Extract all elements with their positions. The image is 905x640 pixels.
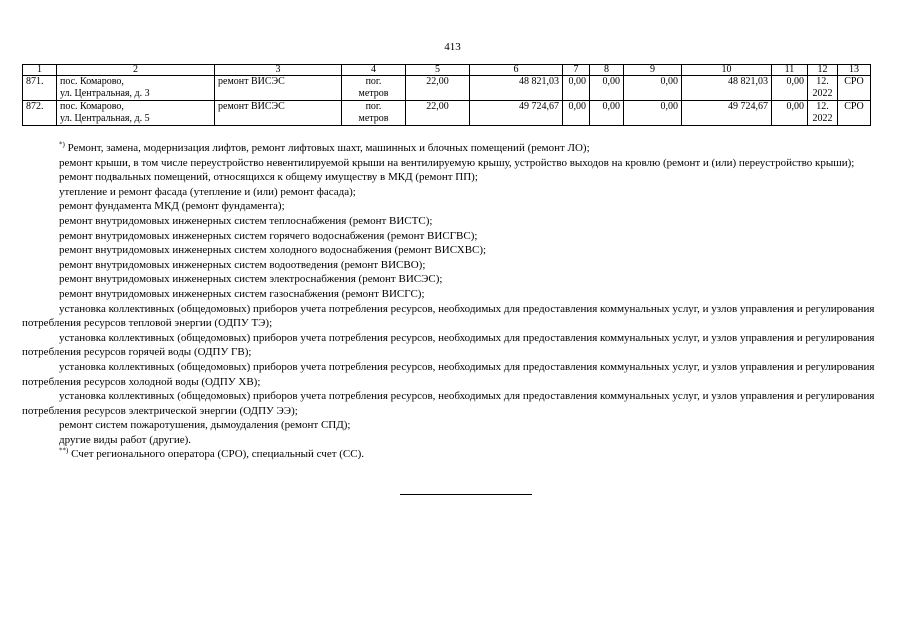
unit-line: пог. (365, 101, 382, 112)
column-header: 4 (342, 65, 406, 76)
column-header: 11 (772, 65, 808, 76)
date-line: 2022 (812, 88, 833, 99)
date-line: 12. (816, 101, 829, 112)
work-type-cell: ремонт ВИСЭС (215, 76, 342, 101)
column-header: 8 (590, 65, 624, 76)
footnote-paragraph: ремонт внутридомовых инженерных систем газоснабжения (ремонт ВИСГС); (59, 287, 425, 300)
footnote-paragraph: ремонт фундамента МКД (ремонт фундамента); (59, 200, 285, 213)
footnote-paragraph: ремонт внутридомовых инженерных систем теплоснабжения (ремонт ВИСТС); (59, 214, 433, 227)
footnote-paragraph: **) Счет регионального оператора (СРО), специальный счет (СС). (59, 446, 365, 461)
column-header: 10 (682, 65, 772, 76)
unit-cell (342, 76, 406, 101)
table-row (23, 101, 871, 126)
column-header: 5 (406, 65, 470, 76)
value-cell: 0,00 (590, 101, 624, 126)
cost-cell: 48 821,03 (470, 76, 563, 101)
footnote-paragraph: ремонт внутридомовых инженерных систем холодного водоснабжения (ремонт ВИСХВС); (59, 244, 487, 257)
value-cell: 0,00 (563, 76, 590, 101)
row-number: 872. (23, 101, 57, 126)
address-line: пос. Комарово, (60, 101, 124, 112)
column-header: 2 (57, 65, 215, 76)
footnote-paragraph: установка коллективных (общедомовых) приборов учета потребления ресурсов, необходимых для предоставления коммунальных услуг, и узлов управления и регулирования потребления ресурсов горячей воды (ОДПУ ГВ); (22, 331, 875, 359)
page-number: 413 (444, 41, 461, 53)
value-cell: 49 724,67 (682, 101, 772, 126)
cost-cell: 49 724,67 (470, 101, 563, 126)
account-cell: СРО (838, 101, 871, 126)
table-header-row (23, 65, 871, 76)
address-cell (57, 76, 215, 101)
footnotes (22, 141, 879, 462)
footnote-paragraph: ремонт внутридомовых инженерных систем водоотведения (ремонт ВИСВО); (59, 258, 426, 271)
value-cell: 0,00 (772, 76, 808, 101)
footnote-paragraph: установка коллективных (общедомовых) приборов учета потребления ресурсов, необходимых для предоставления коммунальных услуг, и узлов управления и регулирования потребления ресурсов холодной воды (ОДПУ ХВ); (22, 360, 875, 388)
column-header: 6 (470, 65, 563, 76)
value-cell: 0,00 (624, 101, 682, 126)
column-header: 9 (624, 65, 682, 76)
footnote-paragraph: утепление и ремонт фасада (утепление и (или) ремонт фасада); (59, 185, 356, 198)
work-type-cell: ремонт ВИСЭС (215, 101, 342, 126)
footnote-paragraph: другие виды работ (другие). (59, 433, 191, 446)
divider-line (400, 494, 532, 495)
footnote-paragraph: установка коллективных (общедомовых) приборов учета потребления ресурсов, необходимых для предоставления коммунальных услуг, и узлов управления и регулирования потребления ресурсов электрической энергии (ОДПУ ЭЭ); (22, 390, 875, 417)
address-cell (57, 101, 215, 126)
footnote-marker: **) (59, 446, 69, 455)
column-header: 13 (838, 65, 871, 76)
date-cell (808, 76, 838, 101)
column-header: 12 (808, 65, 838, 76)
footnote-paragraph: ремонт крыши, в том числе переустройство невентилируемой крыши на вентилируемую крышу, устройство выходов на кровлю (ремонт и (или) переустройство крыши); (59, 156, 855, 169)
footnote-paragraph: ремонт внутридомовых инженерных систем горячего водоснабжения (ремонт ВИСГВС); (59, 229, 478, 242)
footnote-paragraph: ремонт внутридомовых инженерных систем электроснабжения (ремонт ВИСЭС); (59, 273, 443, 286)
value-cell: 0,00 (563, 101, 590, 126)
footnote-marker: *) (59, 140, 65, 149)
unit-line: метров (358, 113, 389, 124)
footnote-paragraph: ремонт подвальных помещений, относящихся к общему имуществу в МКД (ремонт ПП); (59, 171, 478, 184)
date-line: 2022 (812, 113, 833, 124)
footnote-paragraph: *) Ремонт, замена, модернизация лифтов, ремонт лифтовых шахт, машинных и блочных помещений (ремонт ЛО); (59, 140, 590, 154)
value-cell: 0,00 (590, 76, 624, 101)
column-header: 3 (215, 65, 342, 76)
date-cell (808, 101, 838, 126)
unit-line: метров (358, 88, 389, 99)
unit-line: пог. (365, 76, 382, 87)
volume-cell: 22,00 (406, 76, 470, 101)
address-line: ул. Центральная, д. 5 (60, 113, 150, 124)
column-header: 1 (23, 65, 57, 76)
value-cell: 48 821,03 (682, 76, 772, 101)
value-cell: 0,00 (624, 76, 682, 101)
row-number: 871. (23, 76, 57, 101)
address-line: пос. Комарово, (60, 76, 124, 87)
volume-cell: 22,00 (406, 101, 470, 126)
value-cell: 0,00 (772, 101, 808, 126)
works-table (22, 64, 871, 126)
footnote-paragraph: ремонт систем пожаротушения, дымоудаления (ремонт СПД); (59, 419, 351, 432)
date-line: 12. (816, 76, 829, 87)
address-line: ул. Центральная, д. 3 (60, 88, 150, 99)
unit-cell (342, 101, 406, 126)
footnote-paragraph: установка коллективных (общедомовых) приборов учета потребления ресурсов, необходимых для предоставления коммунальных услуг, и узлов управления и регулирования потребления ресурсов тепловой энергии (ОДПУ ТЭ); (22, 302, 875, 330)
column-header: 7 (563, 65, 590, 76)
table-row (23, 76, 871, 101)
account-cell: СРО (838, 76, 871, 101)
